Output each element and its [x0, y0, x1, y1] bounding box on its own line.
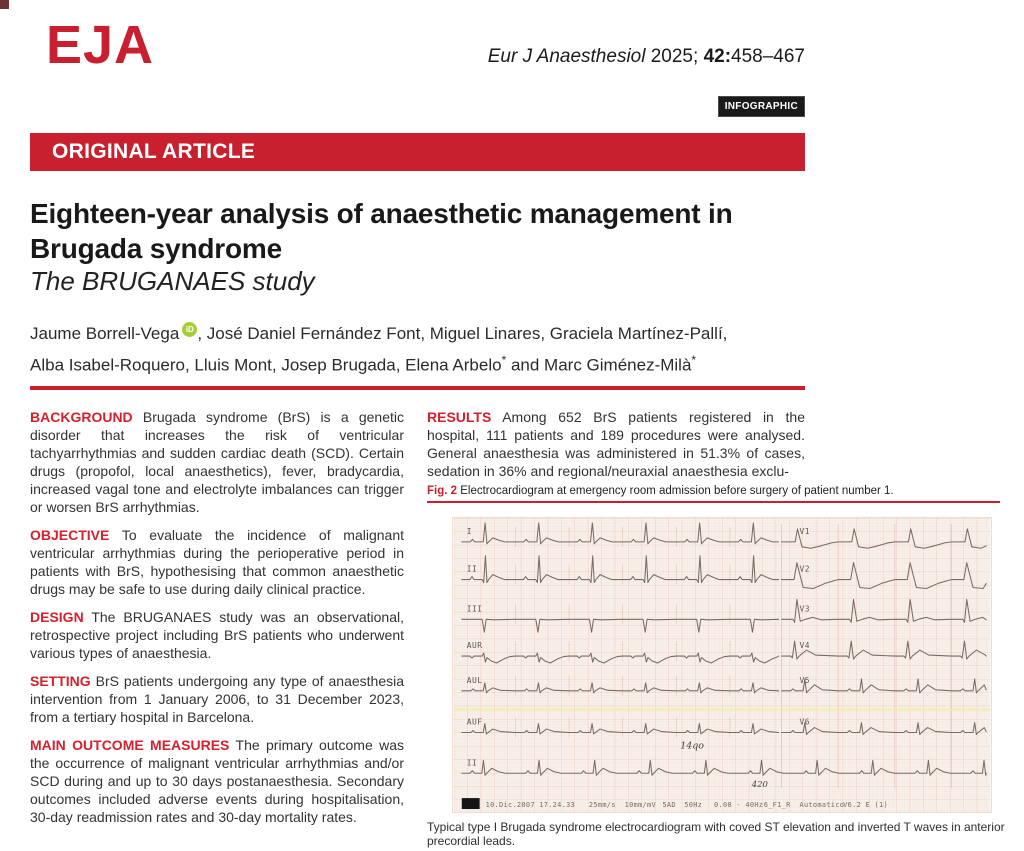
figure-caption — [427, 485, 1002, 497]
orcid-icon[interactable]: iD — [182, 322, 197, 337]
figure-bottom-caption: Typical type I Brugada syndrome electrocardiogram with coved ST elevation and inverted T waves in anterior precordial leads. — [427, 820, 1005, 848]
abstract-left-column — [30, 408, 404, 836]
section-label-outcomes: MAIN OUTCOME MEASURES — [30, 737, 230, 753]
abstract-paragraph-objective — [30, 526, 404, 598]
citation-volume: 42: — [703, 46, 732, 67]
author-names-rest-line1: , José Daniel Fernández Font, Miguel Linares, Graciela Martínez-Pallí, — [197, 324, 728, 343]
ecg-footer-item: 10.Dic.2007 — [485, 801, 535, 810]
ecg-lead-label-AUR: AUR — [466, 641, 483, 651]
abstract-right-column — [427, 408, 805, 490]
journal-logo: EJA — [46, 15, 155, 75]
corresponding-author-asterisk: * — [691, 353, 697, 367]
citation-year: 2025; — [645, 46, 704, 67]
author-line-2 — [30, 347, 727, 379]
ecg-lead-label-II: II — [466, 564, 478, 574]
ecg-handwritten-annotation: 14qo — [680, 740, 704, 752]
author-name-first: Jaume Borrell-Vega — [30, 324, 180, 343]
ecg-footer-item: 6_F1_R — [763, 801, 791, 810]
ecg-lead-label-rhythm: II — [466, 758, 478, 768]
abstract-top-rule — [30, 386, 805, 390]
ecg-footer-item: 5AD — [662, 801, 676, 810]
article-title-line2: Brugada syndrome — [30, 233, 282, 264]
ecg-footer-item: Automatico — [799, 801, 845, 810]
section-label-results: RESULTS — [427, 409, 492, 425]
section-text-setting: BrS patients undergoing any type of anaesthesia intervention from 1 January 2006, to 31 December 2023, from a tertiary hospital in Barcelona. — [30, 673, 405, 725]
ecg-footer-item: V6.2 E (1) — [843, 801, 888, 810]
ecg-footer-item: 50Hz — [684, 801, 703, 810]
ecg-footer-item: 10mm/mV — [624, 801, 656, 810]
abstract-paragraph-background — [30, 408, 404, 516]
article-title — [30, 196, 733, 266]
article-subtitle: The BRUGANAES study — [30, 266, 315, 296]
journal-citation — [488, 46, 805, 68]
ecg-lead-label-I: I — [466, 526, 473, 536]
ecg-figure — [452, 517, 992, 813]
section-text-results: Among 652 BrS patients registered in the hospital, 111 patients and 189 procedures were analysed. General anaesthesia was administered in 51.3% of cases, sedation in 36% and regional/neuraxial anaesthesia exclu- — [427, 409, 805, 479]
author-names-line2a: Alba Isabel-Roquero, Lluis Mont, Josep Brugada, Elena Arbelo — [30, 355, 502, 375]
ecg-footer-black-mark — [462, 798, 480, 809]
section-label-background: BACKGROUND — [30, 409, 133, 425]
section-text-background: Brugada syndrome (BrS) is a genetic disorder that increases the risk of ventricular tachyarrhythmias and sudden cardiac death (SCD). Certain drugs (propofol, local anaesthetics), fever, bradycardia, increased vagal tone and electrolyte imbalances can trigger or worsen BrS arrhythmias. — [30, 409, 404, 515]
figure-label: Fig. 2 — [427, 485, 458, 497]
ecg-lead-label-V1: V1 — [799, 526, 811, 536]
section-text-objective: To evaluate the incidence of malignant ventricular arrhythmias during the perioperative period in patients with BrS, hypothesising that common anaesthetic drugs may be safe to use during daily clinical practice. — [30, 527, 404, 597]
ecg-lead-label-V2: V2 — [799, 564, 811, 574]
ecg-footer-item: 25mm/s — [588, 801, 616, 810]
article-title-line1: Eighteen-year analysis of anaesthetic management in — [30, 198, 733, 229]
ecg-lead-label-III: III — [466, 604, 483, 614]
infographic-badge: INFOGRAPHIC — [718, 96, 805, 117]
article-type-banner: ORIGINAL ARTICLE — [30, 133, 805, 171]
citation-pages: 458–467 — [731, 46, 805, 67]
figure-caption-text: Electrocardiogram at emergency room admission before surgery of patient number 1. — [460, 485, 894, 497]
author-names-line2b: and Marc Giménez-Milà — [506, 355, 692, 375]
section-label-design: DESIGN — [30, 609, 84, 625]
figure-caption-rule — [427, 501, 1000, 503]
ecg-image — [453, 518, 991, 812]
author-list — [30, 320, 727, 379]
abstract-paragraph-setting — [30, 672, 404, 726]
author-line-1 — [30, 320, 727, 347]
abstract-paragraph-design — [30, 608, 404, 662]
section-label-objective: OBJECTIVE — [30, 527, 110, 543]
abstract-paragraph-outcomes — [30, 736, 404, 826]
ecg-lead-label-V4: V4 — [799, 641, 811, 651]
citation-journal-name: Eur J Anaesthesiol — [487, 46, 646, 67]
section-text-outcomes: The primary outcome was the occurrence of malignant ventricular arrhythmias and/or SCD during and up to 30 days postanaesthesia. Secondary outcomes included adverse events during hospitalisation, 30-day readmission rates and 30-day mortality rates. — [30, 737, 405, 825]
ecg-handwritten-annotation: 420 — [751, 779, 768, 790]
ecg-lead-label-V6: V6 — [799, 717, 811, 727]
corresponding-author-asterisk: * — [501, 353, 507, 367]
section-label-setting: SETTING — [30, 673, 91, 689]
ecg-lead-label-V3: V3 — [799, 604, 811, 614]
section-text-design: The BRUGANAES study was an observational, retrospective project including BrS patients who underwent various types of anaesthesia. — [30, 609, 404, 661]
ecg-lead-label-AUF: AUF — [466, 717, 483, 727]
ecg-lead-label-AUL: AUL — [466, 675, 483, 685]
ecg-footer-item: 17.24.33 — [539, 801, 576, 810]
ecg-footer-item: 0.08 - 40Hz — [714, 801, 764, 810]
ecg-lead-label-V5: V5 — [799, 675, 811, 685]
abstract-paragraph-results — [427, 408, 805, 480]
scan-corner-artifact — [0, 0, 9, 9]
